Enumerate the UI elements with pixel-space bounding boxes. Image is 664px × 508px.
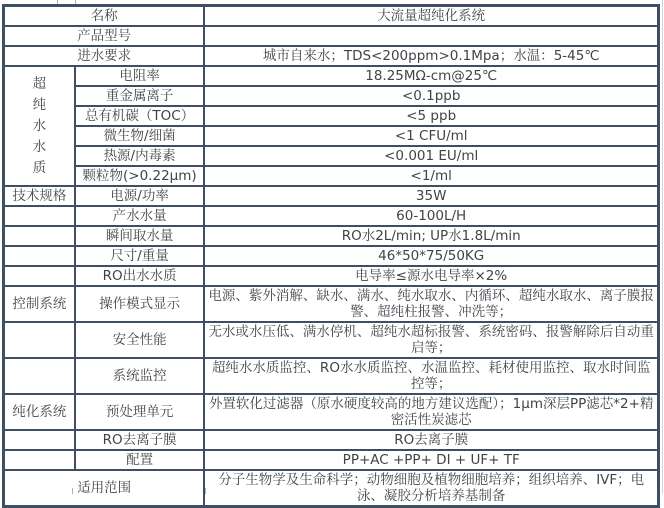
row-label: 产水水量 [75, 206, 205, 226]
row-label: 产品型号 [4, 26, 205, 46]
table-row [4, 66, 659, 86]
row-value: 46*50*75/50KG [204, 246, 658, 266]
row-label: 电阻率 [75, 66, 205, 86]
table-row [4, 206, 659, 226]
row-value: 城市自来水；TDS<200ppm>0.1Mpa；水温：5-45℃ [204, 46, 658, 66]
group-empty-cell [4, 322, 75, 358]
row-label: 操作模式显示 [75, 286, 205, 322]
table-row [4, 146, 659, 166]
row-label: 瞬间取水量 [75, 226, 205, 246]
row-label: RO去离子膜 [75, 430, 205, 450]
table-row [4, 46, 659, 66]
row-label: 安全性能 [75, 322, 205, 358]
row-value: 35W [204, 186, 658, 206]
group-label-tech-specs: 技术规格 [4, 186, 75, 206]
row-label: 适用范围 [4, 470, 205, 507]
table-row [4, 86, 659, 106]
row-label: 电源/功率 [75, 186, 205, 206]
row-value: <5 ppb [204, 106, 658, 126]
row-value: 60-100L/H [204, 206, 658, 226]
table-row [4, 166, 659, 186]
row-label: 微生物/细菌 [75, 126, 205, 146]
group-empty-cell [4, 358, 75, 394]
row-value: 分子生物学及生命科学；动物细胞及植物细胞培养；组织培养、IVF；电泳、凝胶分析培养基制备 [204, 470, 658, 507]
table-row [4, 126, 659, 146]
table-row [4, 286, 659, 322]
row-value: <0.001 EU/ml [204, 146, 658, 166]
table-row [4, 322, 659, 358]
group-label-purification-system: 纯化系统 [4, 394, 75, 430]
group-empty-cell [4, 206, 75, 226]
group-empty-cell [4, 266, 75, 286]
gridline-artifact [662, 0, 663, 494]
row-value: 电源、紫外消解、缺水、满水、纯水取水、内循环、超纯水取水、离子膜报警、超纯柱报警、冲洗等； [204, 286, 658, 322]
table-row [4, 266, 659, 286]
row-value: 外置软化过滤器（原水硬度较高的地方建议选配）；1μm深层PP滤芯*2+精密活性炭滤芯 [204, 394, 658, 430]
row-label: 热源/内毒素 [75, 146, 205, 166]
table-row [4, 246, 659, 266]
row-label: 配置 [75, 450, 205, 470]
group-label-control-system: 控制系统 [4, 286, 75, 322]
group-empty-cell [4, 450, 75, 470]
table-row [4, 358, 659, 394]
row-value: RO水2L/min; UP水1.8L/min [204, 226, 658, 246]
group-empty-cell [4, 246, 75, 266]
table-row [4, 186, 659, 206]
row-label: 尺寸/重量 [75, 246, 205, 266]
row-label: 预处理单元 [75, 394, 205, 430]
table-row [4, 226, 659, 246]
spec-sheet [2, 4, 660, 508]
row-value: <1/ml [204, 166, 658, 186]
row-label: 进水要求 [4, 46, 205, 66]
table-row [4, 450, 659, 470]
row-value: 超纯水水质监控、RO水水质监控、水温监控、耗材使用监控、取水时间监控等； [204, 358, 658, 394]
row-value: <0.1ppb [204, 86, 658, 106]
row-value: 大流量超纯化系统 [204, 6, 658, 27]
group-empty-cell [4, 430, 75, 450]
row-value: PP+AC +PP+ DI + UF+ TF [204, 450, 658, 470]
group-label-water-quality: 超纯水水质 [4, 66, 75, 186]
group-empty-cell [4, 226, 75, 246]
row-label: 名称 [4, 6, 205, 27]
row-value: 18.25MΩ-cm@25℃ [204, 66, 658, 86]
row-label: 系统监控 [75, 358, 205, 394]
spec-table [2, 4, 660, 508]
table-row [4, 430, 659, 450]
row-label: 颗粒物(>0.22μm) [75, 166, 205, 186]
row-value: 无水或水压低、满水停机、超纯水超标报警、系统密码、报警解除后自动重启等； [204, 322, 658, 358]
table-row [4, 26, 659, 46]
row-value: <1 CFU/ml [204, 126, 658, 146]
table-row [4, 6, 659, 27]
table-row [4, 106, 659, 126]
row-label: 重金属离子 [75, 86, 205, 106]
row-value: 电导率≤源水电导率×2% [204, 266, 658, 286]
row-label: 总有机碳（TOC） [75, 106, 205, 126]
row-value [204, 26, 658, 46]
table-row [4, 470, 659, 507]
row-label: RO出水水质 [75, 266, 205, 286]
row-value: RO去离子膜 [204, 430, 658, 450]
table-row [4, 394, 659, 430]
